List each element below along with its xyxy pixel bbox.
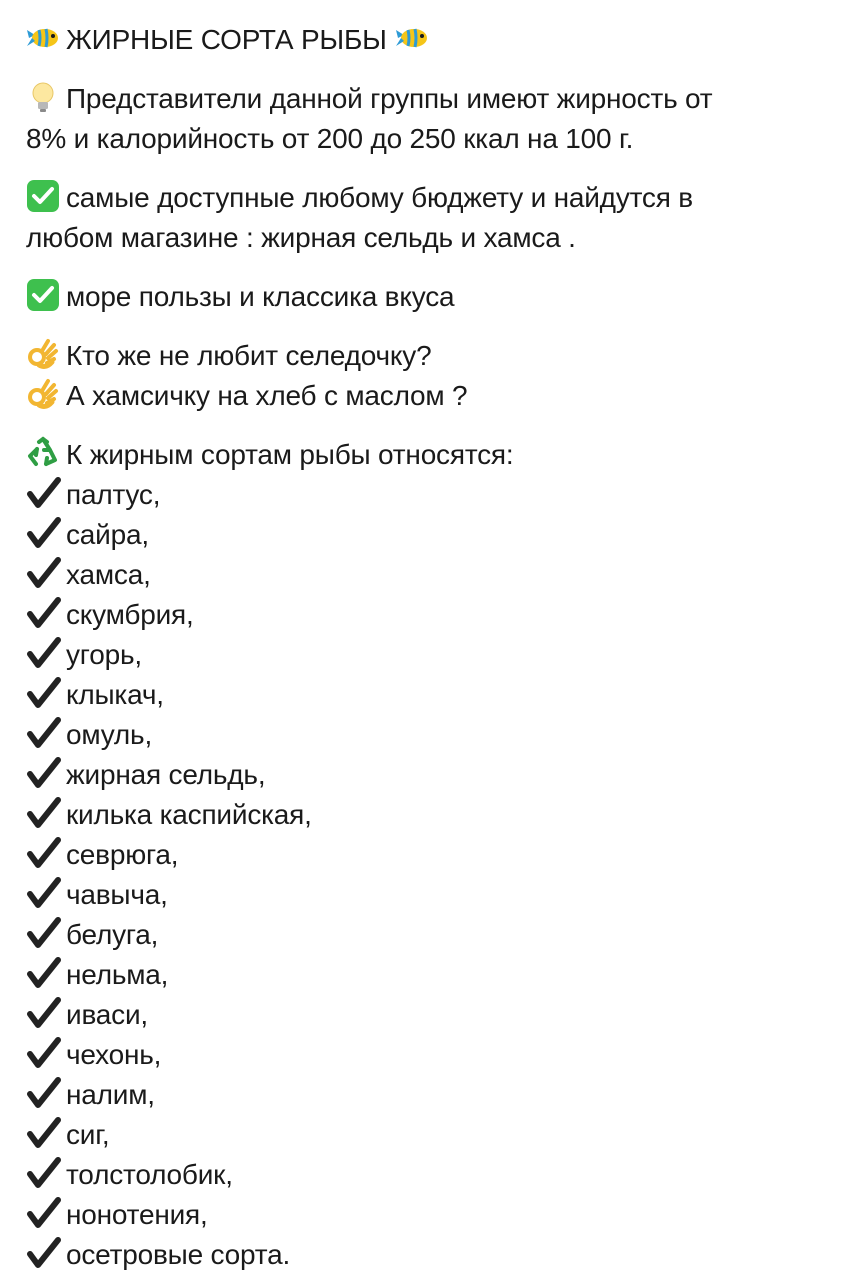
list-item bbox=[26, 515, 835, 555]
check-mark-icon bbox=[26, 1037, 62, 1069]
point-text-1b: любом магазине : жирная сельдь и хамса . bbox=[26, 222, 576, 253]
check-mark-icon bbox=[26, 1157, 62, 1189]
question-line-1 bbox=[26, 336, 835, 376]
list-item bbox=[26, 875, 835, 915]
list-item-label: хамса, bbox=[66, 559, 151, 590]
list-item-label: сиг, bbox=[66, 1119, 110, 1150]
list-heading: К жирным сортам рыбы относятся: bbox=[66, 439, 514, 470]
list-item-label: толстолобик, bbox=[66, 1159, 233, 1190]
question-text-1: Кто же не любит селедочку? bbox=[66, 340, 432, 371]
list-item bbox=[26, 1075, 835, 1115]
page-title: ЖИРНЫЕ СОРТА РЫБЫ bbox=[66, 24, 387, 55]
check-mark-icon bbox=[26, 877, 62, 909]
ok-hand-icon bbox=[26, 337, 60, 371]
list-item-label: палтус, bbox=[66, 479, 161, 510]
check-mark-icon bbox=[26, 757, 62, 789]
check-mark-icon bbox=[26, 957, 62, 989]
check-mark-icon bbox=[26, 1197, 62, 1229]
question-line-2 bbox=[26, 376, 835, 416]
check-mark-icon bbox=[26, 1117, 62, 1149]
list-item bbox=[26, 1115, 835, 1155]
intro-line-1 bbox=[26, 79, 835, 119]
list-item-label: севрюга, bbox=[66, 839, 179, 870]
list-item bbox=[26, 795, 835, 835]
list-item-label: жирная сельдь, bbox=[66, 759, 266, 790]
list-item bbox=[26, 1195, 835, 1235]
intro-text-1: Представители данной группы имеют жирность от bbox=[66, 83, 713, 114]
list-item-label: нонотения, bbox=[66, 1199, 208, 1230]
list-item bbox=[26, 915, 835, 955]
light-bulb-icon bbox=[26, 80, 60, 114]
list-heading-line bbox=[26, 435, 835, 475]
list-item-label: иваси, bbox=[66, 999, 148, 1030]
check-mark-button-icon bbox=[26, 278, 60, 312]
list-item-label: килька каспийская, bbox=[66, 799, 312, 830]
check-mark-icon bbox=[26, 1237, 62, 1269]
list-item bbox=[26, 635, 835, 675]
list-item bbox=[26, 1155, 835, 1195]
point-text-2: море пользы и классика вкуса bbox=[66, 281, 455, 312]
check-mark-icon bbox=[26, 717, 62, 749]
list-item-label: налим, bbox=[66, 1079, 155, 1110]
intro-text-2: 8% и калорийность от 200 до 250 ккал на 100 г. bbox=[26, 123, 634, 154]
check-mark-icon bbox=[26, 517, 62, 549]
list-item bbox=[26, 1235, 835, 1275]
check-mark-icon bbox=[26, 637, 62, 669]
check-mark-icon bbox=[26, 997, 62, 1029]
check-mark-icon bbox=[26, 677, 62, 709]
ok-hand-icon bbox=[26, 377, 60, 411]
check-mark-icon bbox=[26, 917, 62, 949]
point-text-1: самые доступные любому бюджету и найдутся в bbox=[66, 182, 693, 213]
tropical-fish-icon bbox=[395, 21, 429, 55]
check-mark-icon bbox=[26, 837, 62, 869]
list-item bbox=[26, 755, 835, 795]
list-item bbox=[26, 1035, 835, 1075]
check-mark-icon bbox=[26, 597, 62, 629]
check-mark-icon bbox=[26, 797, 62, 829]
list-item bbox=[26, 475, 835, 515]
tropical-fish-icon bbox=[26, 21, 60, 55]
point-line-2 bbox=[26, 277, 835, 317]
list-item-label: угорь, bbox=[66, 639, 142, 670]
check-mark-icon bbox=[26, 1077, 62, 1109]
list-item-label: клыкач, bbox=[66, 679, 164, 710]
question-text-2: А хамсичку на хлеб с маслом ? bbox=[66, 380, 468, 411]
list-item bbox=[26, 595, 835, 635]
list-item-label: скумбрия, bbox=[66, 599, 194, 630]
title-line bbox=[26, 20, 835, 60]
list-item bbox=[26, 715, 835, 755]
check-mark-button-icon bbox=[26, 179, 60, 213]
list-item bbox=[26, 995, 835, 1035]
check-mark-icon bbox=[26, 557, 62, 589]
list-item bbox=[26, 675, 835, 715]
list-item-label: чехонь, bbox=[66, 1039, 162, 1070]
list-item-label: сайра, bbox=[66, 519, 149, 550]
check-mark-icon bbox=[26, 477, 62, 509]
list-item bbox=[26, 955, 835, 995]
list-item-label: белуга, bbox=[66, 919, 159, 950]
list-item-label: нельма, bbox=[66, 959, 169, 990]
list-item-label: чавыча, bbox=[66, 879, 168, 910]
point-line-1 bbox=[26, 178, 835, 218]
list-item-label: осетровые сорта. bbox=[66, 1239, 291, 1270]
list-item bbox=[26, 555, 835, 595]
list-item bbox=[26, 835, 835, 875]
list-item-label: омуль, bbox=[66, 719, 153, 750]
recycling-symbol-icon bbox=[26, 436, 60, 470]
